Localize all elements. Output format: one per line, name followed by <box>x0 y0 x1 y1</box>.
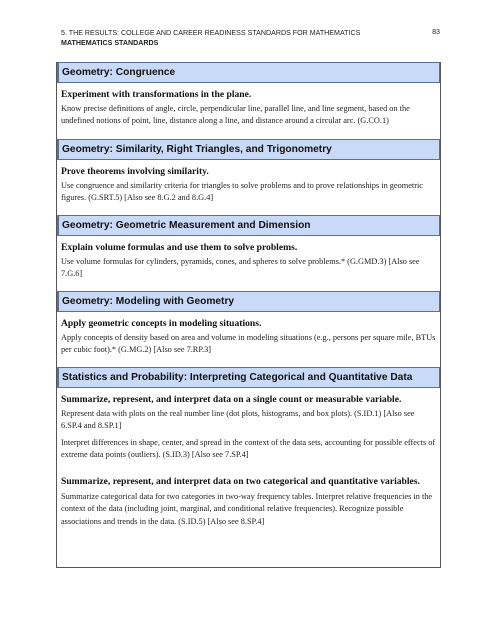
standard-text: Interpret differences in shape, center, and spread in the context of the data sets, accounting for possible effects of extreme data points (outliers). (S.ID.3) [Also see 7.SP.4] <box>61 438 436 460</box>
page-number: 83 <box>432 28 440 36</box>
section-heading-similarity: Geometry: Similarity, Right Triangles, and Trigonometry <box>57 139 440 160</box>
standard-text: Apply concepts of density based on area and volume in modeling situations (e.g., persons per square mile, BTUs per cubic foot).* (G.MG.2) [Also see 7.RP.3] <box>61 333 436 355</box>
section-heading-congruence: Geometry: Congruence <box>57 62 440 83</box>
standard-text: Use volume formulas for cylinders, pyramids, cones, and spheres to solve problems.* (G.GMD.3) [Also see 7.G.6] <box>61 257 420 279</box>
running-title: 5. THE RESULTS: COLLEGE AND CAREER READINESS STANDARDS FOR MATHEMATICS <box>61 29 361 37</box>
cluster-heading: Summarize, represent, and interpret data on a single count or measurable variable. <box>61 394 402 405</box>
standard-text: Use congruence and similarity criteria for triangles to solve problems and to prove relationships in geometric figures. (G.SRT.5) [Also see 8.G.2 and 8.G.4] <box>61 181 423 203</box>
cluster-heading: Prove theorems involving similarity. <box>61 166 209 177</box>
cluster-heading: Explain volume formulas and use them to solve problems. <box>61 242 298 253</box>
standard-text: Represent data with plots on the real number line (dot plots, histograms, and box plots). (S.ID.1) [Also see 6.SP.4 and 8.SP.1] <box>61 409 415 431</box>
running-header <box>61 28 441 48</box>
section-heading-statistics: Statistics and Probability: Interpreting Categorical and Quantitative Data <box>57 367 440 388</box>
cluster-heading: Apply geometric concepts in modeling situations. <box>61 318 262 329</box>
section-subtitle: MATHEMATICS STANDARDS <box>61 39 159 47</box>
cluster-heading: Experiment with transformations in the plane. <box>61 89 252 100</box>
section-heading-modeling: Geometry: Modeling with Geometry <box>57 291 440 312</box>
standard-text: Summarize categorical data for two categories in two-way frequency tables. Interpret relative frequencies in the context of the data (including joint, marginal, and conditional relative frequencies). Recognize possible associations and trends in the data. (S.ID.5) [Also see 8.SP.4] <box>61 492 433 526</box>
section-heading-measurement: Geometry: Geometric Measurement and Dimension <box>57 215 440 236</box>
cluster-heading: Summarize, represent, and interpret data on two categorical and quantitative variables. <box>61 476 420 487</box>
standard-text: Know precise definitions of angle, circle, perpendicular line, parallel line, and line segment, based on the undefined notions of point, line, distance along a line, and distance around a circular arc. (G.CO.1) <box>61 104 410 126</box>
